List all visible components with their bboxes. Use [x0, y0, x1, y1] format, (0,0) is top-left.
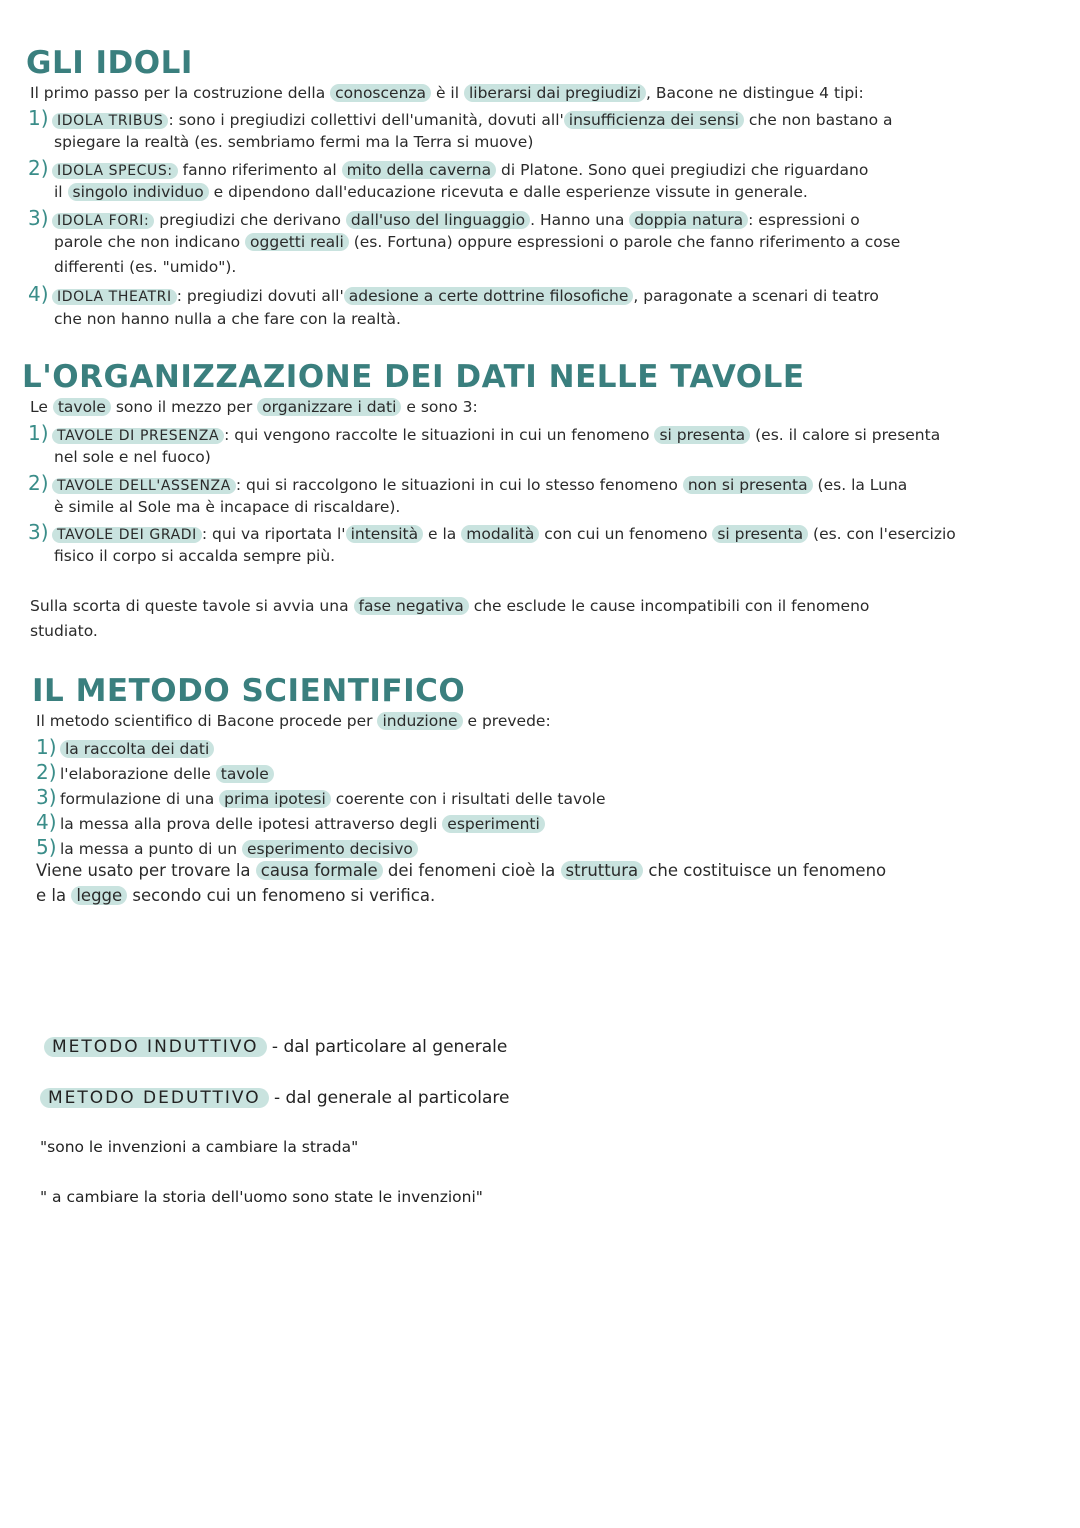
tavole-gradi: 3) TAVOLE DEI GRADI : qui va riportata l' intensità e la modalità con cui un fenomeno si presenta (es. con l'esercizio [28, 520, 956, 544]
metodo-intro: Il metodo scientifico di Bacone procede per induzione e prevede: [36, 712, 551, 730]
idola-specus: 2) IDOLA SPECUS: fanno riferimento al mito della caverna di Platone. Sono quei pregiudizi che riguardano [28, 156, 869, 180]
metodo-step: 5) la messa a punto di un esperimento decisivo [36, 835, 1058, 860]
metodo-step: 1) la raccolta dei dati [36, 735, 1058, 760]
quote: "sono le invenzioni a cambiare la strada" [40, 1138, 359, 1156]
tavole-presenza-cont: nel sole e nel fuoco) [54, 448, 211, 466]
quote: " a cambiare la storia dell'uomo sono state le invenzioni" [40, 1188, 483, 1206]
idola-theatri-cont: che non hanno nulla a che fare con la realtà. [54, 310, 401, 328]
idola-specus-cont: il singolo individuo e dipendono dall'educazione ricevuta e dalle esperienze vissute in generale. [54, 183, 808, 201]
tavole-closing: Sulla scorta di queste tavole si avvia una fase negativa che esclude le cause incompatibili con il fenomeno [30, 597, 870, 615]
section-title-tavole: L'ORGANIZZAZIONE DEI DATI NELLE TAVOLE [22, 359, 805, 395]
tavole-presenza: 1) TAVOLE DI PRESENZA : qui vengono raccolte le situazioni in cui un fenomeno si presenta (es. il calore si presenta [28, 421, 941, 445]
idoli-intro: Il primo passo per la costruzione della conoscenza è il liberarsi dai pregiudizi , Bacone ne distingue 4 tipi: [30, 84, 864, 102]
tavole-assenza: 2) TAVOLE DELL'ASSENZA : qui si raccolgono le situazioni in cui lo stesso fenomeno non si presenta (es. la Luna [28, 471, 908, 495]
tavole-gradi-cont: fisico il corpo si accalda sempre più. [54, 547, 336, 565]
metodo-closing-cont: e la legge secondo cui un fenomeno si verifica. [36, 886, 436, 905]
section-title-metodo: IL METODO SCIENTIFICO [32, 673, 466, 709]
idola-fori-cont: parole che non indicano oggetti reali (es. Fortuna) oppure espressioni o parole che fanno riferimento a cose [54, 233, 901, 251]
metodo-step: 2) l'elaborazione delle tavole [36, 760, 1058, 785]
idola-fori-cont2: differenti (es. "umido"). [54, 258, 237, 276]
method-deduttivo: METODO DEDUTTIVO - dal generale al particolare [40, 1087, 509, 1109]
metodo-closing: Viene usato per trovare la causa formale dei fenomeni cioè la struttura che costituisce un fenomeno [36, 861, 887, 880]
tavole-assenza-cont: è simile al Sole ma è incapace di riscaldare). [54, 498, 401, 516]
idola-fori: 3) IDOLA FORI: pregiudizi che derivano dall'uso del linguaggio . Hanno una doppia natura : espressioni o [28, 206, 860, 230]
section-title-idoli: GLI IDOLI [26, 45, 193, 81]
tavole-intro: Le tavole sono il mezzo per organizzare i dati e sono 3: [30, 398, 478, 416]
idola-tribus: 1) IDOLA TRIBUS : sono i pregiudizi collettivi dell'umanità, dovuti all' insufficienza dei sensi che non bastano a [28, 106, 893, 130]
idola-theatri: 4) IDOLA THEATRI : pregiudizi dovuti all' adesione a certe dottrine filosofiche , paragonate a scenari di teatro [28, 282, 879, 306]
method-induttivo: METODO INDUTTIVO - dal particolare al generale [44, 1036, 507, 1058]
metodo-step: 3) formulazione di una prima ipotesi coerente con i risultati delle tavole [36, 785, 606, 809]
tavole-closing-cont: studiato. [30, 622, 98, 640]
metodo-step: 4) la messa alla prova delle ipotesi attraverso degli esperimenti [36, 810, 1058, 835]
idola-tribus-cont: spiegare la realtà (es. sembriamo fermi ma la Terra si muove) [54, 133, 534, 151]
